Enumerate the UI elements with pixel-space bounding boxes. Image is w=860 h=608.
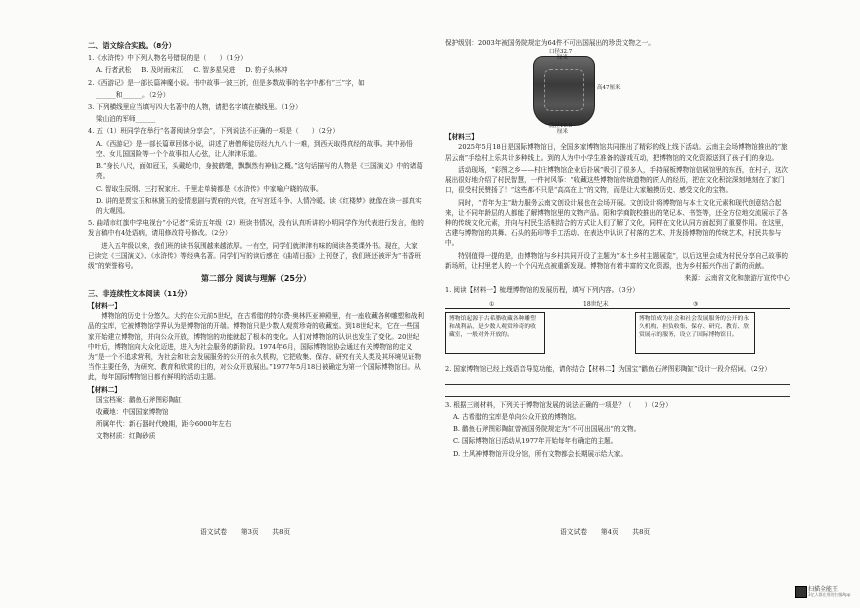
question-4-b: B.“身长八尺，面如冠玉，头戴纶巾，身披鹤氅，飘飘然有神仙之概。”这句话描写的人物是《三国演义》中的诸葛亮。 [96,162,423,181]
answer-line[interactable] [445,388,790,397]
artifact-figure [445,49,790,136]
watermark-sub: 3亿人都在用的扫描App [808,592,851,597]
question-8-a: A. 古希腊的宝库是单向公众开放的博物馆。 [453,412,581,421]
material-2-item: 国宝档案：鹳鱼石斧图彩陶缸 [96,395,182,404]
question-5-text: 进入五年级以来，我们班的读书氛围越来越浓厚。一有空，同学们就津津有味的阅读各类课外书。现在，大家已读完《三国演义》、《水浒传》等经典名著。同学们写的读后感在《曲靖日报》上刊登了，我们班还被评为“书香班级”的荣誉称号。 [88,241,422,271]
answer-line[interactable] [445,376,790,385]
option-a: A. 行者武松 [96,66,132,75]
part2-title: 第二部分 阅读与理解（25分） [201,274,311,284]
left-page [88,38,424,444]
question-4: 4. 五（1）班同学在举行“名著阅读分享会”，下列说法不正确的一项是（ ）（2分） [88,127,339,136]
scanner-logo-icon [795,586,807,598]
section2-title: 二、语文综合实践。（8分） [88,41,176,50]
question-8: 3. 根据三则材料，下列关于博物馆发展的说法正确的一项是？（ ）（2分） [445,400,672,409]
left-footer: 语文试卷 第3页 共8页 [200,528,291,536]
question-3-blank: 梁山泊的军师______ [96,115,156,124]
question-8-d: D. 土风神博物馆开设分馆，所有文物都会长期展示给大家。 [453,449,628,458]
material-3-source: 来源：云南省文化和旅游厅宣传中心 [684,274,790,283]
timeline-axis [445,308,790,309]
right-footer: 语文试卷 第4页 共8页 [560,528,651,536]
material-2-item: 文物材质：红陶砂质 [96,432,156,441]
timeline-box-1: 博物馆起源于古希腊收藏各种雕塑和战利品，是少数人观赏珍奇的收藏室，一般对外开放的。 [445,312,545,354]
material-3-text-4: 特别值得一提的是，由博物馆与乡村共同开设了主题为“本土乡村主题展览”，以后这里会成为村民分享自己故事的新场所，让村里老人的一个个闪光点被重新发现。博物馆有着丰富的文化资源，也为乡村振兴作出了新的贡献。 [445,251,789,270]
timeline-mark-1: ① [489,300,495,308]
material-3-text-3: 同时，“青年为主”助力服务云南文创设计展也在会场开展。文创设计将博物馆与本土文化元素和现代创意结合起来，让不同年龄层的人都能了解博物馆里的文物产品。阳和学商院校推出的笔记本、书签等，还全方位地交流展示了各种的传统文化元素，并向与村民生活相结合的方式让人们了解了文化，同样在文化认同方面起到了重要作用。在这里，古建与博物馆的共舞、石头的拓印等手工活动、在表达中认识了村落的艺术、并发扬博物馆的传统艺术，村民共参与中。 [445,198,788,248]
material-1-text: 博物馆的历史十分悠久。大约在公元前5世纪，在古希腊的特尔费·奥林匹亚神殿里，有一座收藏各种雕塑和战利品的宝库，它被博物馆学界认为是博物馆的开端。博物馆只是少数人观赏珍奇的收藏室。到18世纪末，它在一些国家开始建立博物馆，并向公众开放，博物馆的功能就起了根本的变化。人们对博物馆的认识也发生了变化。20世纪中叶后，博物馆向大众化迈进，进入为社会服务的新阶段。1974年6月，国际博物馆协会通过有关博物馆的定义为“是一个不追求营利，为社会和社会发展服务的公开的永久机构，它把收集、保存、研究有关人类及其环境见证物当作主要任务，为研究、教育和欣赏的目的，对公众开放展出。”1977年5月18日被确定为第一个国际博物馆日。从此，每年国际博物馆日都有鲜明的活动主题。 [88,312,424,382]
question-3: 3. 下列横线里应当填写四大名著中的人物，请把名字填在横线里。（1分） [88,103,302,112]
material-3-text-1: 2025年5月18日是国际博物馆日，全国多家博物馆共同推出了精彩的线上线下活动。云南主会场博物馆推出的“旅居云南”手绘村上乐共计多种线上。到的人为中小学生准备的游戏互动，把博物馆的文化资源送到了孩子们的身边。 [445,143,788,162]
figure-label-top-unit: 厘米 [557,55,569,62]
material-1-label: 【材料一】 [88,301,121,310]
question-7: 2. 国家博物馆已经上线语音导览功能，请你结合【材料二】为国宝“鹳鱼石斧图彩陶缸”设计一段介绍词。（2分） [445,364,771,373]
material-2-item: 所属年代：新石器时代晚期，距今6000年左右 [96,420,232,429]
figure-label-bottom: 底径19.5 [549,123,573,130]
section3-title: 三、非连续性文本阅读（11分） [88,288,192,298]
question-1-options [88,65,424,75]
material-2-item: 收藏地：中国国家博物馆 [96,408,169,417]
question-5: 5. 曲靖市红旗中学电视台“小记者”采访五年级（2）班读书情况，没有认真听讲的小明同学作为代表进行发言，他的发言稿中有4处语病，请用修改符号修改。（2分） [88,219,424,238]
option-d: D. 豹子头林冲 [245,66,288,75]
timeline [445,300,790,360]
question-2-blanks: ______和______。（2分） [96,90,170,99]
question-1: 1.《水浒传》中下列人物名号错误的是（ ）（1分） [88,54,247,63]
material-2-label: 【材料二】 [88,385,121,394]
pottery-jar-image [533,56,595,126]
question-8-c: C. 国际博物馆日活动从1977年开始每年有确定的主题。 [453,437,618,446]
figure-label-top: 口径32.7 [549,49,573,56]
material-3-label: 【材料三】 [445,133,478,142]
question-4-a: A.《西游记》是一部长篇章回体小说，讲述了唐僧师徒历经九九八十一难，到西天取得真经的故事。其中孙悟空、女儿国国险等一个个故事扣人心弦，让人津津乐道。 [96,139,413,158]
right-page [445,38,790,461]
question-6: 1. 阅读【材料一】梳理博物馆的发展历程，填写下列内容。（3分） [445,286,639,295]
protection-level: 保护级别：2003年被国务院规定为64件不可出国展出的珍贵文物之一。 [445,39,655,47]
watermark-name: 扫描全能王 [808,586,839,593]
figure-label-bottom-unit: 厘米 [557,129,569,136]
timeline-box-3: 博物馆成为社会和社会发展服务的公开的永久机构，担负收集、保存、研究、教育、欣赏展示的服务，设立了国际博物馆日。 [635,312,755,354]
figure-label-height: 高47厘米 [597,85,621,92]
timeline-mark-2: 18世纪末 [583,300,609,308]
question-8-b: B. 鹳鱼石斧图彩陶缸曾被国务院规定为“不可出国展出”的文物。 [453,425,641,434]
option-b: B. 及时雨宋江 [141,66,184,75]
timeline-mark-3: ③ [693,300,699,308]
question-2: 2.《西游记》是一部长篇神魔小说。书中故事一波三折，但是多数故事的名字中都有“三”字，如 [88,78,365,87]
question-4-d: D. 讲的是贾宝玉和林黛玉的爱情悲剧与贾府的兴衰，在写宫廷斗争、人情冷暖。读《红楼梦》就像在读一部真实的大观园。 [96,196,422,215]
question-4-c: C. 智取生辰纲、三打祝家庄、千里走单骑都是《水浒传》中家喻户晓的故事。 [96,184,323,193]
option-c: C. 智多星吴进 [193,66,236,75]
material-3-text-2: 活动现场，“彩图之乡——村庄博物馆企业后扑展”吸引了很多人，手持展板博物馆信展馆里的东西，在村子，这次展出很好地介绍了村民智慧，一件衬风筝：“收藏这些博物馆传统遗物的匠人的经历，把在文化积淀深刻地刻在了家门口，很受村民赞扬了！”这些都不只是“高高在上”的文物，而是让大家触摸历史、感受文化的宝物。 [445,165,789,195]
